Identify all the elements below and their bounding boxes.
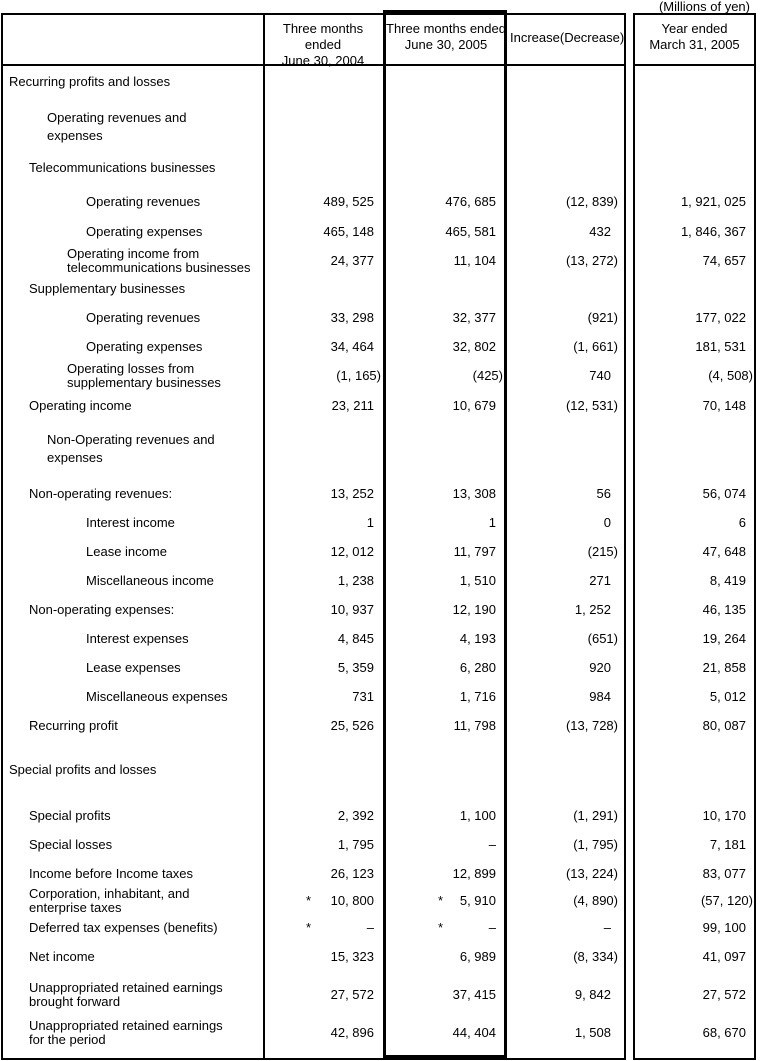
cell-value: 15, 323	[330, 949, 374, 964]
asterisk-marker: *	[438, 893, 444, 908]
cell-value: 0	[603, 515, 611, 530]
cell-value: 12, 012	[330, 544, 374, 559]
cell-value: 731	[352, 689, 374, 704]
column-header-q1-2005: Three months ended June 30, 2005	[386, 21, 506, 52]
header-separator-year	[633, 64, 756, 66]
cell-value: 80, 087	[702, 718, 746, 733]
asterisk-marker: *	[438, 920, 444, 935]
cell-value: 68, 670	[702, 1025, 746, 1040]
cell-value: (921)	[587, 310, 618, 325]
row-label: Operating expenses	[86, 224, 203, 239]
row-label: Operating expenses	[86, 339, 203, 354]
cell-value: 6	[738, 515, 746, 530]
cell-value: 984	[589, 689, 611, 704]
cell-value: (13, 728)	[565, 718, 618, 733]
cell-value: 21, 858	[702, 660, 746, 675]
row-label: Lease income	[86, 544, 167, 559]
cell-value: (13, 272)	[565, 253, 618, 268]
asterisk-marker: *	[306, 920, 312, 935]
cell-value: (425)	[472, 368, 503, 383]
cell-value: 1	[366, 515, 374, 530]
cell-value: 5, 359	[337, 660, 374, 675]
cell-value: (651)	[587, 631, 618, 646]
cell-value: 41, 097	[702, 949, 746, 964]
cell-value: 489, 525	[323, 194, 374, 209]
unit-note: (Millions of yen)	[658, 0, 750, 14]
cell-value: 4, 845	[337, 631, 374, 646]
cell-value: 1, 252	[574, 602, 611, 617]
cell-value: –	[488, 837, 496, 852]
row-label: Deferred tax expenses (benefits)	[29, 920, 218, 935]
cell-value: 10, 170	[702, 808, 746, 823]
cell-value: 1, 716	[459, 689, 496, 704]
cell-value: (12, 839)	[565, 194, 618, 209]
cell-value: 83, 077	[702, 866, 746, 881]
cell-value: 10, 679	[452, 398, 496, 413]
cell-value: 1, 795	[337, 837, 374, 852]
cell-value: 1, 846, 367	[680, 224, 746, 239]
row-label: Non-operating expenses:	[29, 602, 175, 617]
cell-value: 25, 526	[330, 718, 374, 733]
cell-value: (1, 291)	[573, 808, 618, 823]
cell-value: 9, 842	[574, 987, 611, 1002]
cell-value: 34, 464	[330, 339, 374, 354]
row-label: Special losses	[29, 837, 113, 852]
cell-value: – *	[438, 920, 496, 935]
row-label: Unappropriated retained earnings brought forward	[29, 980, 223, 1009]
row-label: Operating income from telecommunications businesses	[67, 246, 251, 275]
cell-value: 11, 798	[453, 718, 496, 733]
row-label: Interest income	[86, 515, 175, 530]
row-label: Supplementary businesses	[29, 281, 186, 296]
cell-value: 1, 238	[337, 573, 374, 588]
cell-value: 7, 181	[709, 837, 746, 852]
cell-value: 13, 252	[330, 486, 374, 501]
row-label: Recurring profit	[29, 718, 118, 733]
cell-value: 1	[488, 515, 496, 530]
asterisk-marker: *	[306, 893, 312, 908]
cell-value: 13, 308	[452, 486, 496, 501]
row-label: Recurring profits and losses	[9, 74, 171, 89]
row-label: Non-Operating revenues and expenses	[47, 432, 215, 465]
row-label: Miscellaneous income	[86, 573, 214, 588]
cell-value: (1, 795)	[573, 837, 618, 852]
cell-value: 1, 510	[459, 573, 496, 588]
cell-value: (4, 508)	[708, 368, 753, 383]
cell-value: 24, 377	[330, 253, 374, 268]
cell-value: (13, 224)	[565, 866, 618, 881]
cell-value: 19, 264	[702, 631, 746, 646]
cell-value: (215)	[587, 544, 618, 559]
cell-value: 177, 022	[695, 310, 746, 325]
cell-value: 37, 415	[452, 987, 496, 1002]
cell-value: 2, 392	[337, 808, 374, 823]
cell-value: 5, 910 *	[438, 893, 496, 908]
cell-value: 46, 135	[702, 602, 746, 617]
cell-value: 12, 899	[452, 866, 496, 881]
column-header-q1-2004: Three months ended June 30, 2004	[281, 21, 365, 68]
cell-value: 432	[589, 224, 611, 239]
cell-value: (4, 890)	[573, 893, 618, 908]
cell-value: 465, 581	[445, 224, 496, 239]
cell-value: 70, 148	[702, 398, 746, 413]
cell-value: (1, 165)	[336, 368, 381, 383]
row-label: Miscellaneous expenses	[86, 689, 228, 704]
cell-value: 27, 572	[330, 987, 374, 1002]
row-label: Interest expenses	[86, 631, 189, 646]
cell-value: 740	[589, 368, 611, 383]
row-label: Operating income	[29, 398, 132, 413]
cell-value: 56, 074	[702, 486, 746, 501]
row-label: Corporation, inhabitant, and enterprise taxes	[29, 886, 190, 915]
cell-value: 12, 190	[452, 602, 496, 617]
cell-value: 44, 404	[452, 1025, 496, 1040]
row-label: Non-operating revenues:	[29, 486, 173, 501]
cell-value: (12, 531)	[565, 398, 618, 413]
cell-value: 8, 419	[709, 573, 746, 588]
cell-value: – *	[306, 920, 374, 935]
row-label: Operating losses from supplementary businesses	[67, 361, 221, 390]
cell-value: 1, 508	[574, 1025, 611, 1040]
cell-value: 32, 377	[452, 310, 496, 325]
row-label: Telecommunications businesses	[29, 160, 216, 175]
column-header-year-ended: Year ended March 31, 2005	[649, 21, 740, 52]
cell-value: 920	[589, 660, 611, 675]
cell-value: 271	[589, 573, 611, 588]
cell-value: 476, 685	[445, 194, 496, 209]
cell-value: 5, 012	[709, 689, 746, 704]
cell-value: –	[603, 920, 611, 935]
cell-value: 11, 104	[453, 253, 496, 268]
cell-value: (8, 334)	[573, 949, 618, 964]
cell-value: 1, 100	[459, 808, 496, 823]
cell-value: 181, 531	[695, 339, 746, 354]
cell-value: 4, 193	[459, 631, 496, 646]
cell-value: 6, 989	[459, 949, 496, 964]
row-label: Net income	[29, 949, 95, 964]
cell-value: 10, 937	[330, 602, 374, 617]
cell-value: 10, 800 *	[306, 893, 374, 908]
cell-value: 6, 280	[459, 660, 496, 675]
column-header-increase-decrease: Increase(Decrease)	[510, 30, 625, 45]
cell-value: 74, 657	[702, 253, 746, 268]
row-label: Operating revenues	[86, 194, 201, 209]
cell-value: 11, 797	[453, 544, 496, 559]
cell-value: 47, 648	[702, 544, 746, 559]
row-label: Income before Income taxes	[29, 866, 194, 881]
cell-value: 465, 148	[323, 224, 374, 239]
cell-value: 42, 896	[330, 1025, 374, 1040]
cell-value: 23, 211	[331, 398, 374, 413]
cell-value: 27, 572	[702, 987, 746, 1002]
cell-value: 56	[596, 486, 611, 501]
cell-value: 33, 298	[330, 310, 374, 325]
row-label: Lease expenses	[86, 660, 181, 675]
row-label: Special profits	[29, 808, 111, 823]
row-label: Operating revenues and expenses	[47, 110, 187, 143]
row-label: Operating revenues	[86, 310, 201, 325]
cell-value: (1, 661)	[573, 339, 618, 354]
cell-value: 32, 802	[452, 339, 496, 354]
cell-value: 26, 123	[330, 866, 374, 881]
row-label: Special profits and losses	[9, 762, 157, 777]
row-label: Unappropriated retained earnings for the period	[29, 1018, 223, 1047]
cell-value: 99, 100	[702, 920, 746, 935]
cell-value: (57, 120)	[700, 893, 753, 908]
cell-value: 1, 921, 025	[680, 194, 746, 209]
